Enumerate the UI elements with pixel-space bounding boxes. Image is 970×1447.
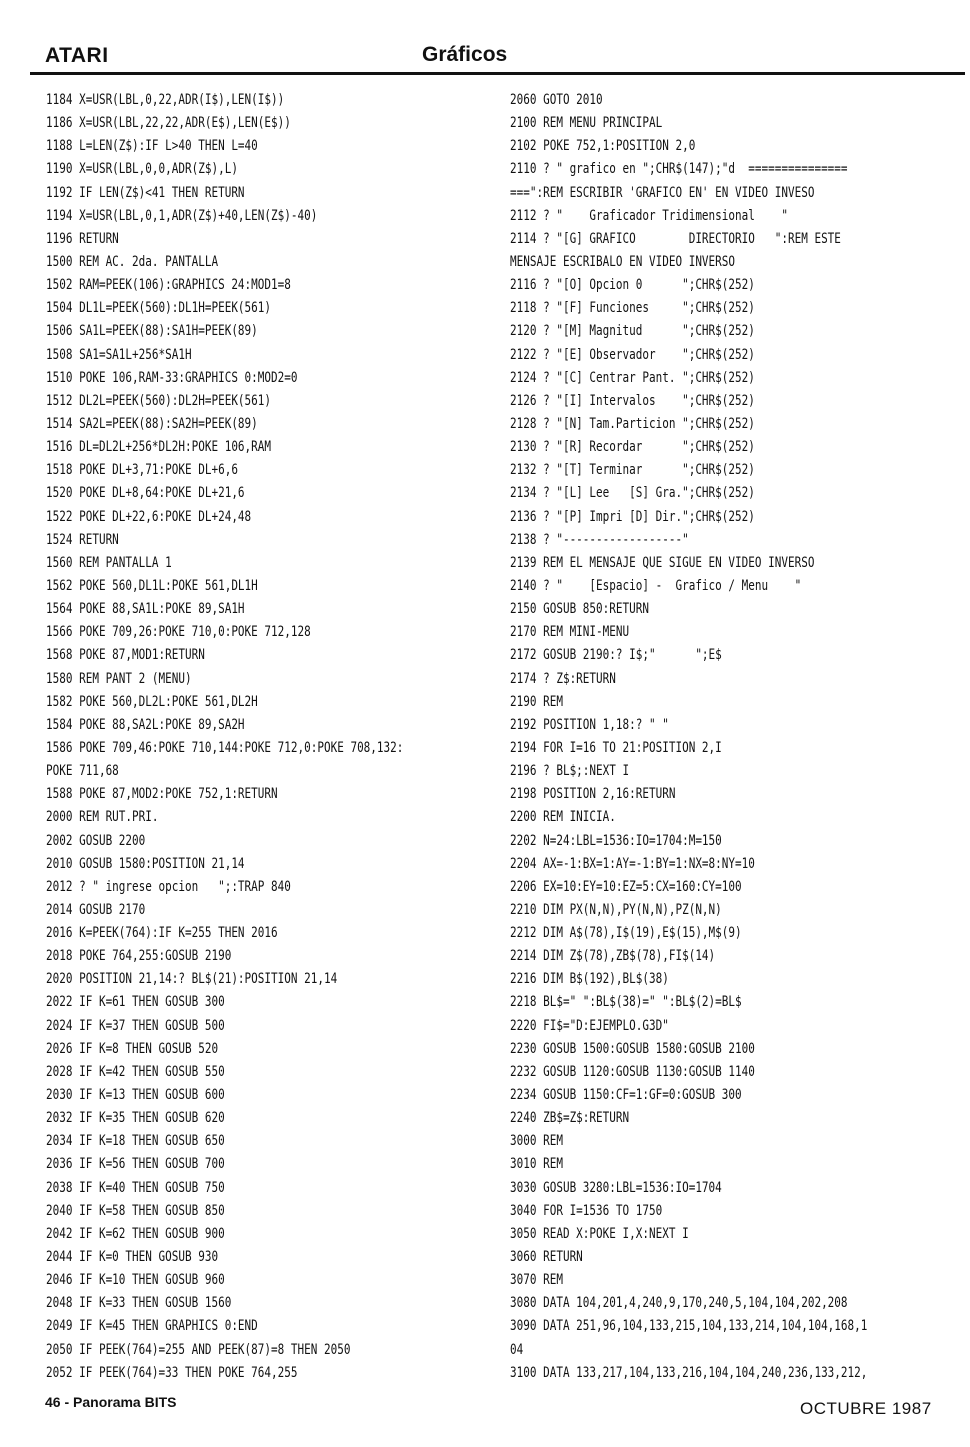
code-line: 2034 IF K=18 THEN GOSUB 650 xyxy=(46,1133,225,1150)
code-line: 2172 GOSUB 2190:? I$;" ";E$ xyxy=(510,647,722,664)
code-line: 2036 IF K=56 THEN GOSUB 700 xyxy=(46,1156,225,1173)
code-line: 2214 DIM Z$(78),ZB$(78),FI$(14) xyxy=(510,948,716,965)
header-brand: ATARI xyxy=(45,44,109,67)
code-line: 2116 ? "[O] Opcion 0 ";CHR$(252) xyxy=(510,277,755,294)
code-line: 2122 ? "[E] Observador ";CHR$(252) xyxy=(510,346,755,363)
code-line: 1190 X=USR(LBL,0,0,ADR(Z$),L) xyxy=(46,161,238,178)
code-line: 2202 N=24:LBL=1536:IO=1704:M=150 xyxy=(510,832,722,849)
code-line: 2124 ? "[C] Centrar Pant. ";CHR$(252) xyxy=(510,369,755,386)
code-listing-left-column xyxy=(46,89,496,1385)
code-line: 2232 GOSUB 1120:GOSUB 1130:GOSUB 1140 xyxy=(510,1063,755,1080)
code-line: 1586 POKE 709,46:POKE 710,144:POKE 712,0:POKE 708,132: xyxy=(46,739,404,756)
code-line: 2138 ? "------------------" xyxy=(510,531,689,548)
code-line: 2120 ? "[M] Magnitud ";CHR$(252) xyxy=(510,323,755,340)
code-line: 3010 REM xyxy=(510,1156,563,1173)
code-line: 2046 IF K=10 THEN GOSUB 960 xyxy=(46,1272,225,1289)
code-line: 2220 FI$="D:EJEMPLO.G3D" xyxy=(510,1017,669,1034)
code-line: 2140 ? " [Espacio] - Grafico / Menu " xyxy=(510,577,802,594)
code-line: 2110 ? " grafico en ";CHR$(147);"d =============== xyxy=(510,161,848,178)
footer-issue-date: OCTUBRE 1987 xyxy=(800,1399,932,1418)
code-line: 1520 POKE DL+8,64:POKE DL+21,6 xyxy=(46,485,245,502)
code-line: 1196 RETURN xyxy=(46,230,119,247)
code-line: 2170 REM MINI-MENU xyxy=(510,624,630,641)
code-line: 1568 POKE 87,MOD1:RETURN xyxy=(46,647,205,664)
code-line: 2038 IF K=40 THEN GOSUB 750 xyxy=(46,1179,225,1196)
code-line: 2052 IF PEEK(764)=33 THEN POKE 764,255 xyxy=(46,1364,298,1381)
code-line: 2240 ZB$=Z$:RETURN xyxy=(510,1110,630,1127)
code-line: 2018 POKE 764,255:GOSUB 2190 xyxy=(46,948,232,965)
code-line: 2196 ? BL$;:NEXT I xyxy=(510,763,630,780)
code-line: 1184 X=USR(LBL,0,22,ADR(I$),LEN(I$)) xyxy=(46,92,285,108)
header-divider xyxy=(30,72,965,75)
code-line: 1522 POKE DL+22,6:POKE DL+24,48 xyxy=(46,508,252,525)
code-line: 3100 DATA 133,217,104,133,216,104,104,240,236,133,212, xyxy=(510,1364,868,1381)
code-line: 1524 RETURN xyxy=(46,531,119,548)
code-line: 3050 READ X:POKE I,X:NEXT I xyxy=(510,1225,689,1242)
code-line: MENSAJE ESCRIBALO EN VIDEO INVERSO xyxy=(510,253,736,270)
code-line: 2112 ? " Graficador Tridimensional " xyxy=(510,207,788,224)
code-line: 2206 EX=10:EY=10:EZ=5:CX=160:CY=100 xyxy=(510,878,742,895)
code-line: 2016 K=PEEK(764):IF K=255 THEN 2016 xyxy=(46,925,278,942)
code-line: 2204 AX=-1:BX=1:AY=-1:BY=1:NX=8:NY=10 xyxy=(510,855,755,872)
code-line: 1502 RAM=PEEK(106):GRAPHICS 24:MOD1=8 xyxy=(46,277,291,294)
code-line: 3090 DATA 251,96,104,133,215,104,133,214,104,104,168,1 xyxy=(510,1318,868,1335)
code-line: 2230 GOSUB 1500:GOSUB 1580:GOSUB 2100 xyxy=(510,1040,755,1057)
code-line: 1506 SA1L=PEEK(88):SA1H=PEEK(89) xyxy=(46,323,258,340)
code-line: 2198 POSITION 2,16:RETURN xyxy=(510,786,676,803)
code-line: 2216 DIM B$(192),BL$(38) xyxy=(510,971,669,988)
code-line: 2028 IF K=42 THEN GOSUB 550 xyxy=(46,1063,225,1080)
code-line: 2026 IF K=8 THEN GOSUB 520 xyxy=(46,1040,219,1057)
code-line: 2174 ? Z$:RETURN xyxy=(510,670,616,687)
code-line: 2000 REM RUT.PRI. xyxy=(46,809,159,826)
code-line: 2130 ? "[R] Recordar ";CHR$(252) xyxy=(510,439,755,456)
code-line: 2132 ? "[T] Terminar ";CHR$(252) xyxy=(510,462,755,479)
code-line: 1500 REM AC. 2da. PANTALLA xyxy=(46,253,219,270)
code-line: 2102 POKE 752,1:POSITION 2,0 xyxy=(510,138,696,155)
code-line: 3080 DATA 104,201,4,240,9,170,240,5,104,104,202,208 xyxy=(510,1295,848,1312)
code-line: 3000 REM xyxy=(510,1133,563,1150)
code-line: 2024 IF K=37 THEN GOSUB 500 xyxy=(46,1017,225,1034)
code-line: 2049 IF K=45 THEN GRAPHICS 0:END xyxy=(46,1318,258,1335)
code-line: 3070 REM xyxy=(510,1272,563,1289)
code-line: 1584 POKE 88,SA2L:POKE 89,SA2H xyxy=(46,716,245,733)
code-listing-right-column xyxy=(510,89,962,1385)
code-line: 2040 IF K=58 THEN GOSUB 850 xyxy=(46,1202,225,1219)
code-line: 2234 GOSUB 1150:CF=1:GF=0:GOSUB 300 xyxy=(510,1087,742,1104)
code-line: 2032 IF K=35 THEN GOSUB 620 xyxy=(46,1110,225,1127)
code-line: 2020 POSITION 21,14:? BL$(21):POSITION 21,14 xyxy=(46,971,338,988)
code-line: 2210 DIM PX(N,N),PY(N,N),PZ(N,N) xyxy=(510,901,722,918)
code-line: 1512 DL2L=PEEK(560):DL2H=PEEK(561) xyxy=(46,392,272,409)
code-line: 1516 DL=DL2L+256*DL2H:POKE 106,RAM xyxy=(46,439,272,456)
code-line: 2050 IF PEEK(764)=255 AND PEEK(87)=8 THEN 2050 xyxy=(46,1341,351,1358)
code-line: 1580 REM PANT 2 (MENU) xyxy=(46,670,192,687)
code-line: 1566 POKE 709,26:POKE 710,0:POKE 712,128 xyxy=(46,624,311,641)
code-line: 2048 IF K=33 THEN GOSUB 1560 xyxy=(46,1295,232,1312)
code-line: 2044 IF K=0 THEN GOSUB 930 xyxy=(46,1249,219,1266)
code-line: 2010 GOSUB 1580:POSITION 21,14 xyxy=(46,855,245,872)
code-line: 2012 ? " ingrese opcion ";:TRAP 840 xyxy=(46,878,291,895)
code-line: 3030 GOSUB 3280:LBL=1536:IO=1704 xyxy=(510,1179,722,1196)
code-line: 1510 POKE 106,RAM-33:GRAPHICS 0:MOD2=0 xyxy=(46,369,298,386)
code-line: 1514 SA2L=PEEK(88):SA2H=PEEK(89) xyxy=(46,415,258,432)
code-line: 2128 ? "[N] Tam.Particion ";CHR$(252) xyxy=(510,415,755,432)
code-line: 1582 POKE 560,DL2L:POKE 561,DL2H xyxy=(46,693,258,710)
code-line: 1562 POKE 560,DL1L:POKE 561,DL1H xyxy=(46,577,258,594)
code-line: 1508 SA1=SA1L+256*SA1H xyxy=(46,346,192,363)
code-line: 2002 GOSUB 2200 xyxy=(46,832,146,849)
code-line: 1192 IF LEN(Z$)<41 THEN RETURN xyxy=(46,184,245,201)
code-line: 1194 X=USR(LBL,0,1,ADR(Z$)+40,LEN(Z$)-40) xyxy=(46,207,318,224)
code-line: 2190 REM xyxy=(510,693,563,710)
code-line: 3060 RETURN xyxy=(510,1249,583,1266)
code-line: 1560 REM PANTALLA 1 xyxy=(46,554,172,571)
code-line: 2150 GOSUB 850:RETURN xyxy=(510,601,649,618)
code-line: POKE 711,68 xyxy=(46,763,119,780)
code-line: 1504 DL1L=PEEK(560):DL1H=PEEK(561) xyxy=(46,300,272,317)
code-line: 1186 X=USR(LBL,22,22,ADR(E$),LEN(E$)) xyxy=(46,115,291,132)
code-line: 2212 DIM A$(78),I$(19),E$(15),M$(9) xyxy=(510,925,742,942)
code-line: 2114 ? "[G] GRAFICO DIRECTORIO ":REM ESTE xyxy=(510,230,841,247)
footer-page-number: 46 - Panorama BITS xyxy=(45,1394,177,1410)
code-line: 2218 BL$=" ":BL$(38)=" ":BL$(2)=BL$ xyxy=(510,994,742,1011)
code-line: 2118 ? "[F] Funciones ";CHR$(252) xyxy=(510,300,755,317)
code-line: 2014 GOSUB 2170 xyxy=(46,901,146,918)
code-line: 2022 IF K=61 THEN GOSUB 300 xyxy=(46,994,225,1011)
code-line: ===":REM ESCRIBIR 'GRAFICO EN' EN VIDEO INVESO xyxy=(510,184,815,201)
code-line: 2042 IF K=62 THEN GOSUB 900 xyxy=(46,1225,225,1242)
code-line: 2200 REM INICIA. xyxy=(510,809,616,826)
code-line: 04 xyxy=(510,1341,524,1358)
code-line: 3040 FOR I=1536 TO 1750 xyxy=(510,1202,663,1219)
code-line: 2192 POSITION 1,18:? " " xyxy=(510,716,669,733)
code-line: 1188 L=LEN(Z$):IF L>40 THEN L=40 xyxy=(46,138,258,155)
code-line: 2100 REM MENU PRINCIPAL xyxy=(510,115,663,132)
code-line: 1564 POKE 88,SA1L:POKE 89,SA1H xyxy=(46,601,245,618)
code-line: 2194 FOR I=16 TO 21:POSITION 2,I xyxy=(510,739,722,756)
code-line: 2060 GOTO 2010 xyxy=(510,92,603,108)
code-line: 1518 POKE DL+3,71:POKE DL+6,6 xyxy=(46,462,238,479)
code-line: 1588 POKE 87,MOD2:POKE 752,1:RETURN xyxy=(46,786,278,803)
code-line: 2136 ? "[P] Impri [D] Dir.";CHR$(252) xyxy=(510,508,755,525)
header-section-title: Gráficos xyxy=(422,43,508,66)
code-line: 2126 ? "[I] Intervalos ";CHR$(252) xyxy=(510,392,755,409)
code-line: 2030 IF K=13 THEN GOSUB 600 xyxy=(46,1087,225,1104)
code-line: 2139 REM EL MENSAJE QUE SIGUE EN VIDEO INVERSO xyxy=(510,554,815,571)
code-line: 2134 ? "[L] Lee [S] Gra.";CHR$(252) xyxy=(510,485,755,502)
